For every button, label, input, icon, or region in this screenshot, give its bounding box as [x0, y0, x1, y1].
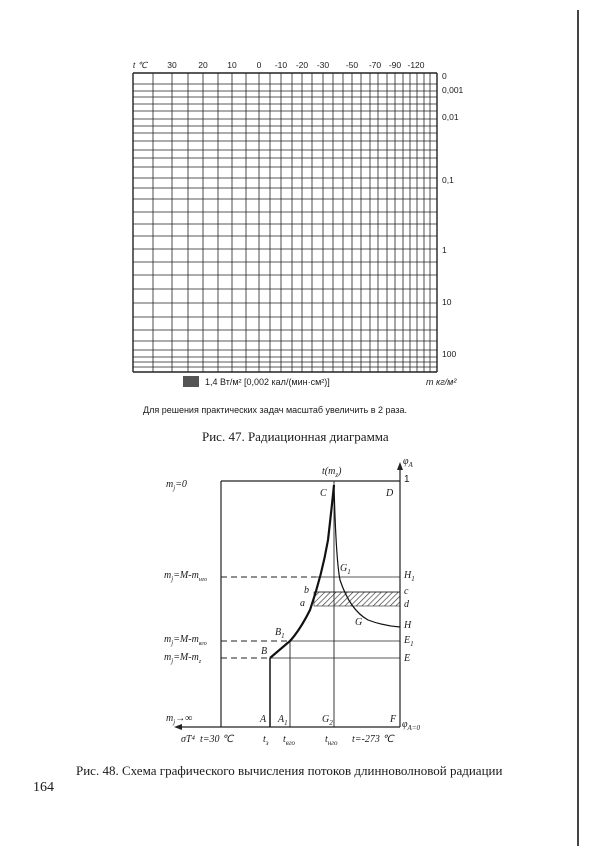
m-tick: 0,1 — [442, 175, 454, 185]
m-tick: 0,01 — [442, 112, 459, 122]
t273-label: t=-273 ℃ — [352, 734, 394, 745]
row-label-inf: $m_j\to\infty$ — [166, 713, 193, 726]
m-tick: 0 — [442, 71, 447, 81]
point-b-big: B — [261, 646, 268, 657]
t-tick: -30 — [316, 60, 330, 70]
t-tick: -90 — [388, 60, 402, 70]
t-tick: -70 — [368, 60, 382, 70]
hatched-band — [314, 592, 400, 606]
m-unit-label: m кг/м² — [426, 377, 457, 387]
fig47-caption: Рис. 47. Радиационная диаграмма — [202, 429, 389, 444]
row-label-z: $m_j=M-m_z$ — [164, 652, 202, 665]
m-tick: 100 — [442, 349, 457, 359]
t-mz-label: $t(m_z)$ — [322, 466, 342, 479]
tvgo-label: $t_{вго}$ — [283, 734, 296, 747]
point-h: H — [404, 620, 412, 631]
t-tick: -120 — [407, 60, 425, 70]
point-e: E — [404, 653, 411, 664]
point-b: b — [304, 585, 309, 596]
tngo-label: $t_{нго}$ — [325, 734, 338, 747]
row-label-mj0: $m_j=0$ — [166, 479, 187, 492]
point-a-big: A — [260, 714, 267, 725]
phi-one-label: 1 — [404, 474, 410, 485]
m-tick: 10 — [442, 297, 452, 307]
point-g2: $G_2$ — [322, 714, 333, 727]
m-tick: 1 — [442, 245, 447, 255]
legend-text: 1,4 Вт/м² [0,002 кал/(мин·см²)] — [205, 377, 330, 387]
row-label-vgo: $m_j=M-m_{вго}$ — [164, 634, 207, 647]
phi-zero-label: $\varphi_{A=0}$ — [402, 719, 421, 732]
row-label-ngo: $m_j=M-m_{нго}$ — [164, 570, 208, 583]
t30-label: t=30 ℃ — [200, 734, 234, 745]
point-a: a — [300, 598, 305, 609]
page-number: 164 — [33, 780, 54, 795]
point-f: F — [390, 714, 397, 725]
fig47-note: Для решения практических задач масштаб увеличить в 2 раза. — [143, 405, 408, 415]
point-d-small: d — [404, 599, 409, 610]
t-tick: 0 — [256, 60, 262, 70]
point-g: G — [355, 617, 363, 628]
t-axis-label: t ℃ — [132, 60, 148, 70]
m-tick: 0,001 — [442, 85, 464, 95]
fig48-caption: Рис. 48. Схема графического вычисления потоков длинноволновой радиации — [76, 763, 503, 778]
point-g1: $G_1$ — [340, 563, 351, 576]
point-c: C — [320, 488, 327, 499]
t-tick: 20 — [198, 60, 208, 70]
point-d: D — [386, 488, 394, 499]
tz-label: $t_з$ — [263, 734, 269, 747]
point-e1: $E_1$ — [404, 635, 414, 648]
t-tick: -10 — [274, 60, 288, 70]
point-h1: $H_1$ — [404, 570, 415, 583]
t-tick: -20 — [295, 60, 309, 70]
t-tick: 10 — [227, 60, 237, 70]
point-c-small: c — [404, 586, 409, 597]
t-tick: -50 — [345, 60, 359, 70]
point-a1: $A_1$ — [278, 714, 288, 727]
point-b1: $B_1$ — [275, 627, 285, 640]
phi-axis-label: $\varphi_A$ — [403, 456, 413, 469]
sigma-t4-label: σT⁴ — [181, 734, 195, 745]
t-tick: 30 — [167, 60, 177, 70]
